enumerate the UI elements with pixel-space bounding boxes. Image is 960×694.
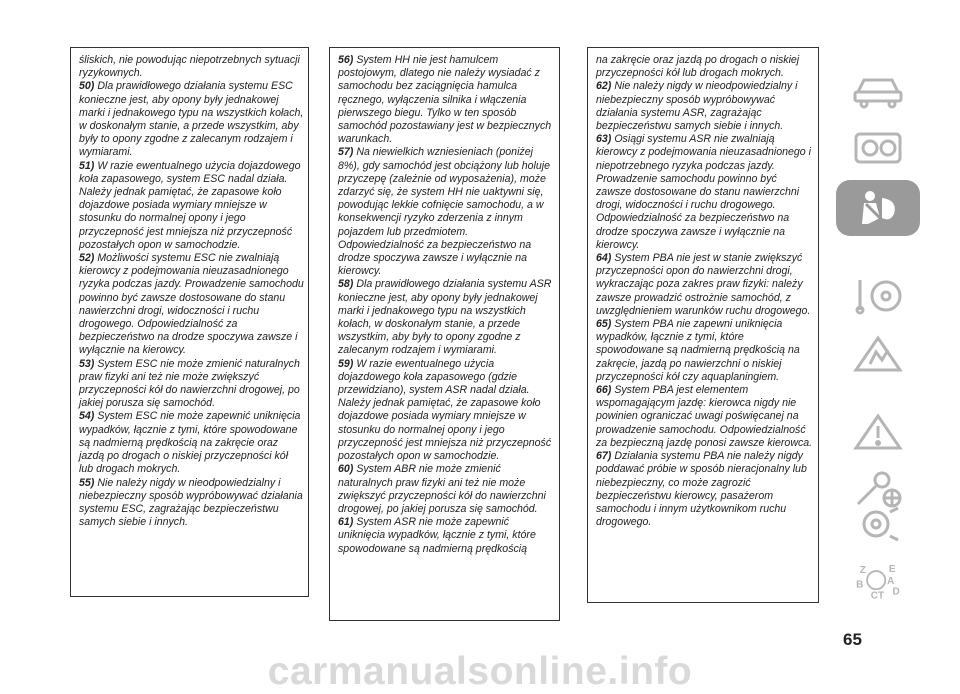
text-column-2 [329, 47, 560, 621]
note-paragraph [338, 146, 555, 278]
note-paragraph [596, 133, 814, 252]
note-text: Dla prawidłowego działania systemu ASR konieczne jest, aby opony były jednakowej marki i jednakowego typu na wszystkich kołach, w doskonałym stanie, a przede wszystkim, aby były to opony zgodne z zalecanym rodzajem i wymiarami. [338, 278, 552, 357]
note-text: System ESC nie może zmienić naturalnych praw fizyki ani też nie może zwiększyć przyczepności kół do nawierzchni drogowej, po jakiej porusza się samochód. [79, 357, 300, 410]
note-number: 59) [338, 357, 354, 370]
index-icon[interactable] [836, 552, 920, 612]
note-number: 57) [338, 146, 354, 159]
index-letter: T [878, 590, 885, 602]
note-paragraph [79, 160, 304, 252]
note-paragraph [79, 80, 304, 159]
note-number: 55) [79, 476, 95, 489]
index-letter: A [887, 575, 895, 587]
note-paragraph [596, 318, 814, 384]
index-letter: D [892, 586, 900, 598]
watermark: carmanualsonline.info [267, 650, 693, 693]
note-text: Działania systemu PBA nie należy nigdy poddawać próbie w sposób nieracjonalny lub niebezpieczny, co może zagrozić bezpieczeństwu kierowcy, pasażerom samochodu i innym użytkownikom ruchu drogowego. [596, 450, 807, 529]
note-paragraph [338, 358, 555, 464]
warning-lights-icon[interactable] [836, 326, 920, 382]
index-letter: B [856, 579, 864, 591]
note-paragraph [596, 80, 814, 133]
index-letter: E [888, 564, 896, 575]
note-text: Osiągi systemu ASR nie zwalniają kierowcy z podejmowania nieuzasadnionego i niepotrzebnego ryzyka podczas jazdy. Prowadzenie samochodu powinno być zawsze dostosowane do stanu nawierzchni drogi, widoczności i ruchu drogowego. Odpowiedzialność za bezpieczeństwo na drodze spoczywa zawsze i wyłącznie na kierowcy. [596, 133, 811, 251]
note-paragraph [79, 477, 304, 530]
note-text: System PBA nie zapewni uniknięcia wypadków, łącznie z tymi, które spowodowane są nadmierną prędkością na zakręcie, jazdą po nawierzchni o niskiej przyczepności kół czy aquaplaningiem. [596, 318, 800, 383]
note-paragraph [596, 384, 814, 450]
emergency-icon[interactable] [836, 404, 920, 460]
note-text: System HH nie jest hamulcem postojowym, dlatego nie należy wysiadać z samochodu bez zaciągnięcia hamulca ręcznego, wyłączenia silnika i włączenia pierwszego biegu. Tylko w ten sposób samochód pozostawiany jest w bezpiecznych warunkach. [338, 54, 552, 146]
page-number: 65 [843, 630, 862, 649]
note-paragraph [79, 358, 304, 411]
note-text: System PBA nie jest w stanie zwiększyć przyczepności opon do nawierzchni drogi, wykraczając poza zakres praw fizyki: należy zawsze prowadzić ostrożnie samochód, z uwzględnieniem warunków ruchu drogowego. [596, 252, 811, 317]
note-text: Nie należy nigdy w nieodpowiedzialny i niebezpieczny sposób wypróbowywać działania systemu ESC, zagrażając bezpieczeństwu samych siebie i innych. [79, 476, 303, 529]
index-letter: Z [859, 564, 866, 576]
note-paragraph [596, 252, 814, 318]
note-text: W razie ewentualnego użycia dojazdowego koła zapasowego, system ESC nadal działa. Należy jednak pamiętać, że zapasowe koło dojazdowe posiada wymiary mniejsze w stosunku do normalnej opony i jego przyczepność jest mniejsza niż przyczepność pozostałych opon w samochodzie. [79, 159, 301, 251]
note-number: 58) [338, 278, 354, 291]
note-number: 61) [338, 516, 354, 529]
note-paragraph [79, 252, 304, 358]
note-paragraph [596, 450, 814, 529]
note-number: 56) [338, 54, 354, 66]
text-column-1 [70, 47, 309, 597]
starting-driving-icon[interactable] [836, 268, 920, 324]
note-text: Możliwości systemu ESC nie zwalniają kierowcy z podejmowania nieuzasadnionego ryzyka podczas jazdy. Prowadzenie samochodu powinno być zawsze dostosowane do stanu nawierzchni drogi, widoczności i ruchu drogowego. Odpowiedzialność za bezpieczeństwo na drodze spoczywa zawsze i wyłącznie na kierowcy. [79, 252, 304, 357]
note-text: Nie należy nigdy w nieodpowiedzialny i niebezpieczny sposób wypróbowywać działania systemu ASR, zagrażając bezpieczeństwu samych siebie i innych. [596, 80, 798, 133]
text-column-3 [587, 47, 819, 603]
note-number: 65) [596, 318, 612, 331]
note-paragraph [338, 278, 555, 357]
note-number: 60) [338, 463, 354, 476]
lead-text: śliskich, nie powodując niepotrzebnych sytuacji ryzykownych. [79, 54, 300, 80]
note-text: System ASR nie może zapewnić uniknięcia wypadków, łącznie z tymi, które spowodowane są nadmierną prędkością [338, 516, 536, 555]
note-number: 64) [596, 252, 612, 265]
note-text: System ESC nie może zapewnić uniknięcia wypadków, łącznie z tymi, które spowodowane są nadmierną prędkością na zakręcie oraz jazdą po drogach o niskiej przyczepności kół lub drogach mokrych. [79, 410, 301, 476]
index-letter: C [870, 590, 878, 602]
note-text: System ABR nie może zmienić naturalnych praw fizyki ani też nie może zwiększyć przyczepności kół do nawierzchni drogowej, po jakiej porusza się samochód. [338, 463, 546, 515]
car-dashboard-icon[interactable] [836, 62, 920, 118]
lead-text: na zakręcie oraz jazdą po drogach o niskiej przyczepności kół lub drogach mokrych. [596, 54, 800, 80]
note-number: 63) [596, 133, 612, 146]
note-number: 54) [79, 410, 95, 423]
note-text: Na niewielkich wzniesieniach (poniżej 8%), gdy samochód jest obciążony lub holuje przyczepę (zależnie od wyposażenia), może zdarzyć się, że system HH nie uaktywni się, powodując lekkie cofnięcie samochodu, a w konsekwencji ryzyko zderzenia z innym pojazdem lub przedmiotem. Odpowiedzialność za bezpieczeństwo na drodze spoczywa zawsze i wyłącznie na kierowcy. [338, 146, 550, 278]
note-number: 52) [79, 252, 95, 265]
note-paragraph [338, 463, 555, 516]
note-text: System PBA jest elementem wspomagającym jazdę: kierowca nigdy nie powinien ograniczać uwagi poświęcanej na prowadzenie samochodu. Odpowiedzialność za bezpieczną jazdę ponosi zawsze kierowca. [596, 384, 813, 449]
note-number: 53) [79, 357, 95, 370]
note-text: Dla prawidłowego działania systemu ESC konieczne jest, aby opony były jednakowej marki i jednakowego typu na wszystkich kołach, w doskonałym stanie, a przede wszystkim, aby były to opony zgodne z zalecanym rodzajem i wymiarami. [79, 80, 304, 159]
note-number: 50) [79, 80, 95, 93]
note-text: W razie ewentualnego użycia dojazdowego koła zapasowego (gdzie przewidziano), system ASR nadal działa. Należy jednak pamiętać, że zapasowe koło dojazdowe posiada wymiary mniejsze w stosunku do normalnej opony i jego przyczepność jest mniejsza niż przyczepność pozostałych opon w samochodzie. [338, 357, 552, 463]
car-controls-icon[interactable] [836, 120, 920, 176]
note-number: 67) [596, 450, 612, 463]
note-paragraph [79, 410, 304, 476]
note-number: 62) [596, 80, 612, 93]
safety-airbag-icon[interactable] [836, 180, 920, 236]
note-number: 66) [596, 384, 612, 397]
note-number: 51) [79, 159, 95, 172]
note-paragraph [338, 516, 555, 556]
technical-data-icon[interactable] [836, 496, 920, 552]
note-paragraph [338, 54, 555, 146]
